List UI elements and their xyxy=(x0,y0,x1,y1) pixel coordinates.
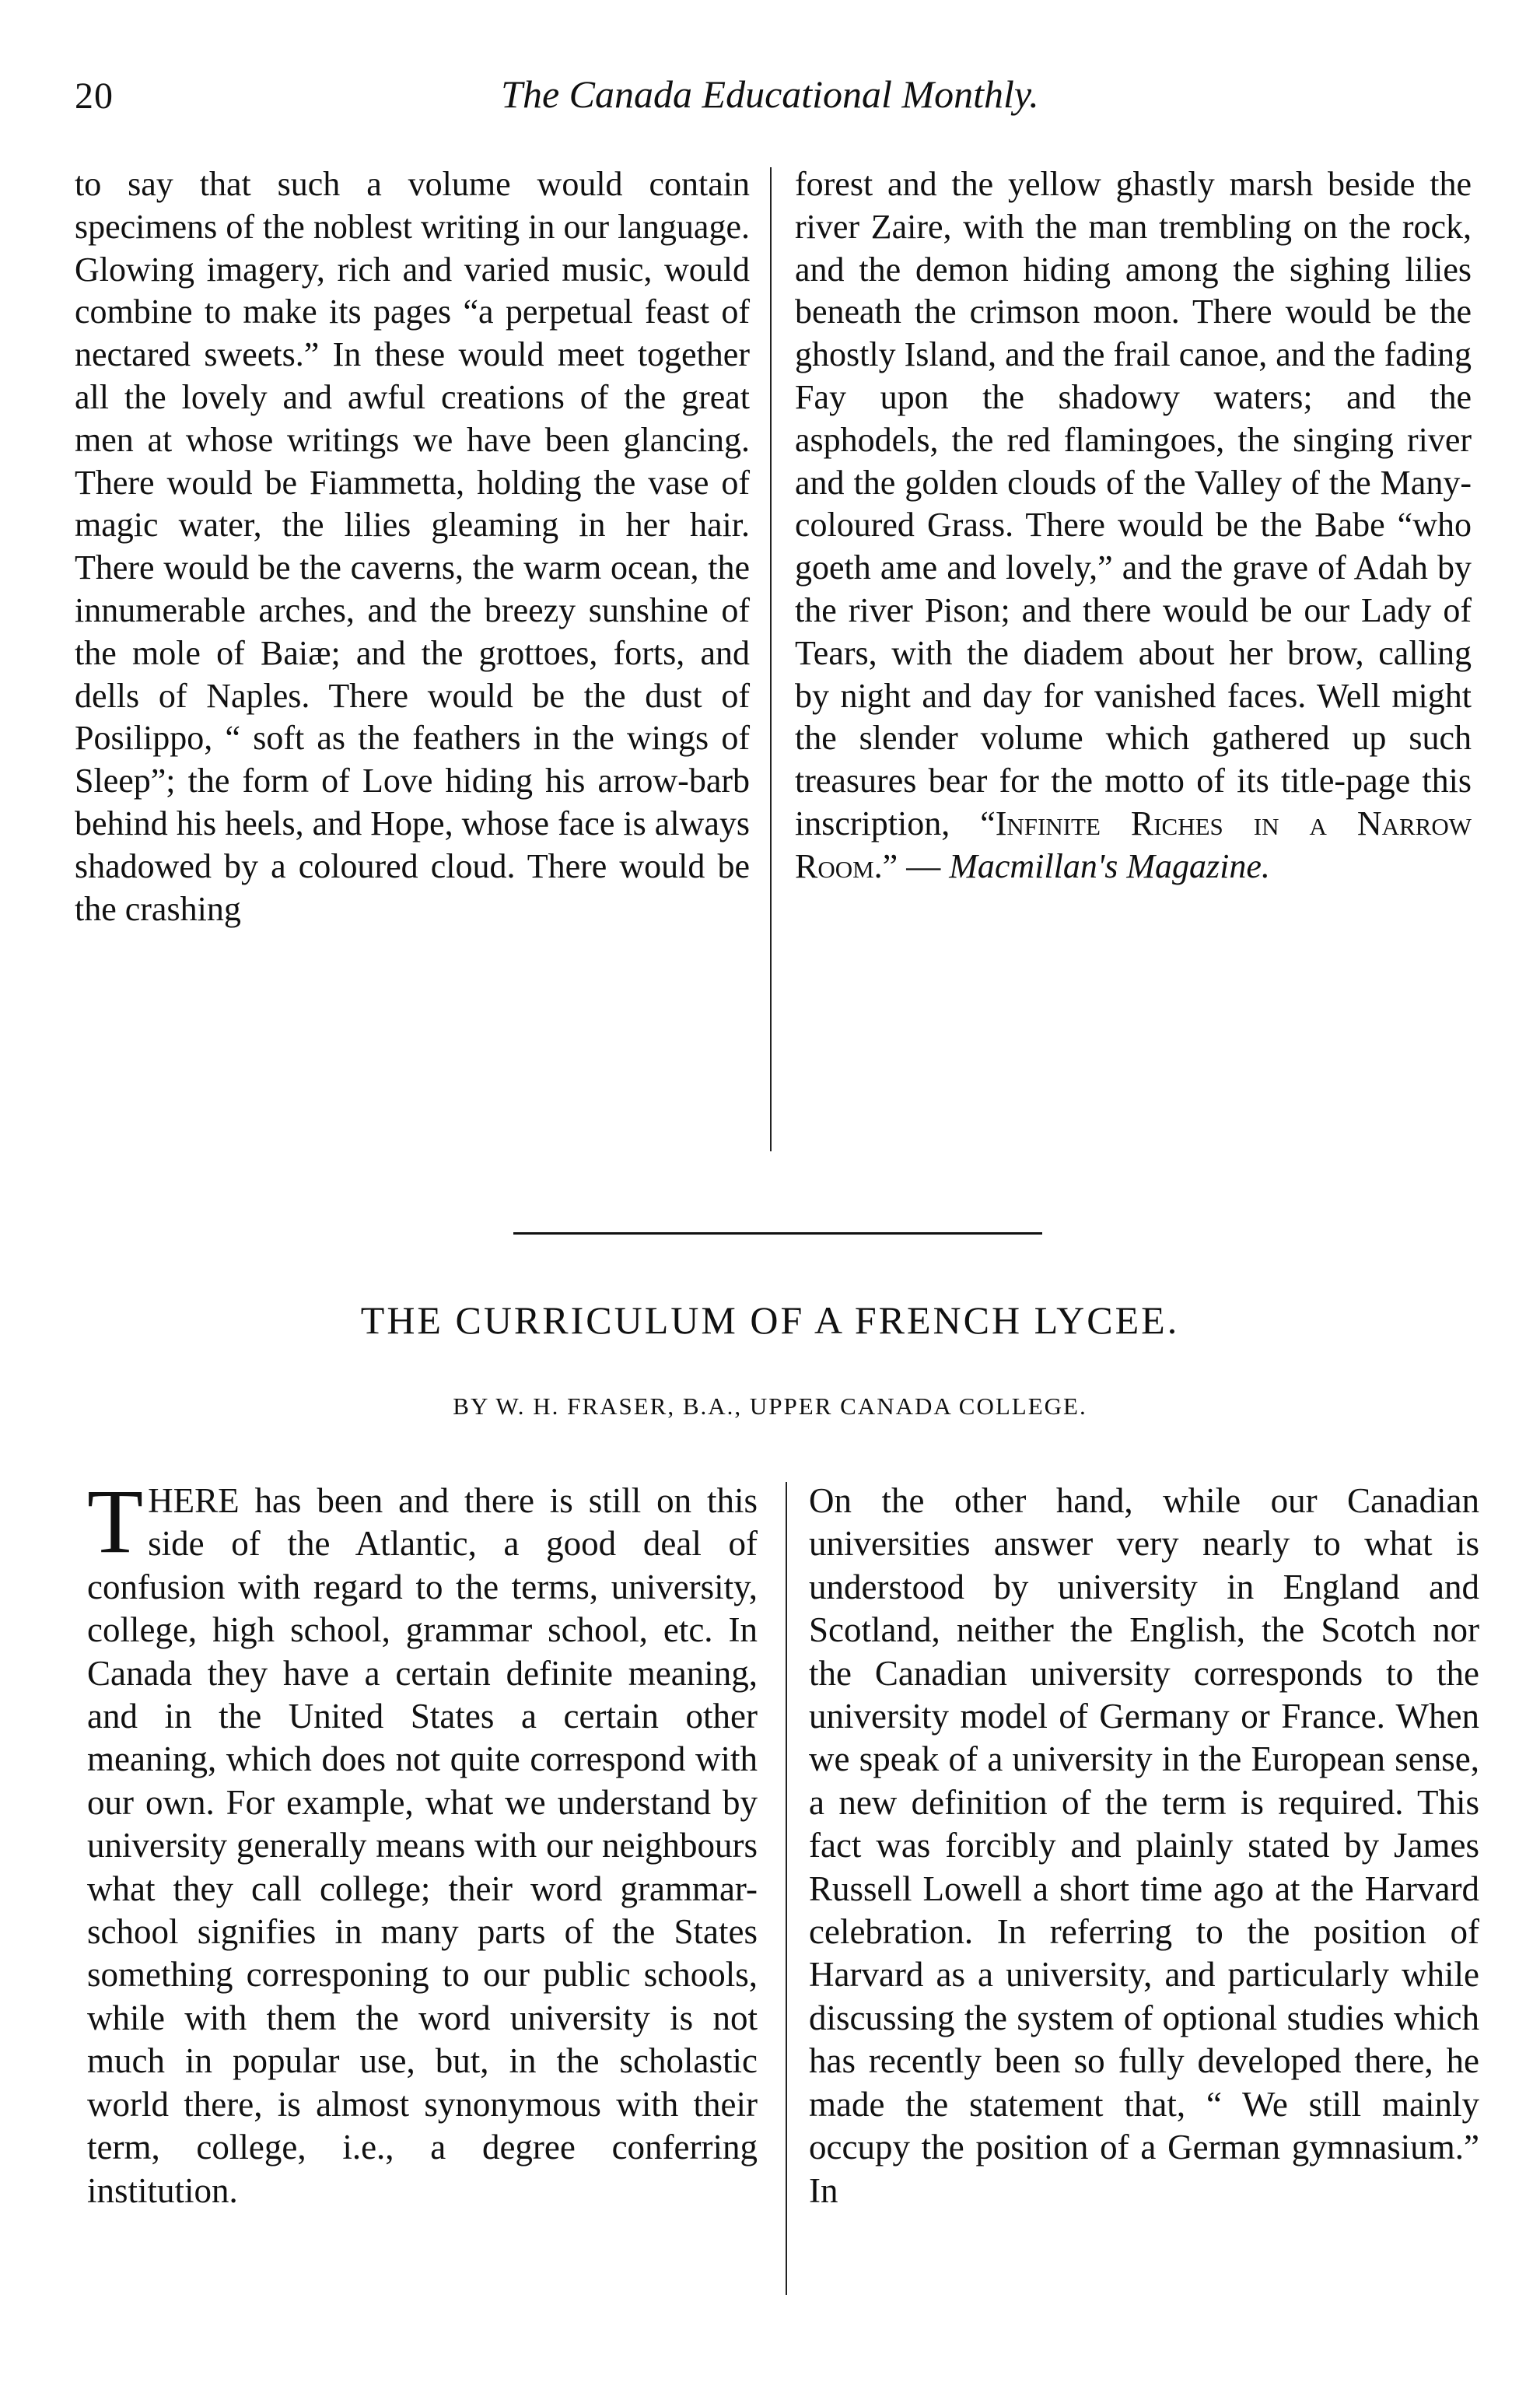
source-citation: Macmillan's Magazine. xyxy=(949,846,1270,885)
section-divider xyxy=(513,1232,1042,1235)
motto: “Infinite Riches in a Narrow Room.” xyxy=(795,804,1472,885)
article-text-1-body: HERE has been and there is still on this side of the Atlantic, a good deal of confusion with regard to the terms, university, college, high school, grammar school, etc. In Canada they have a certain definite meaning, and in the United States a certain other meaning, which does not quite correspond with our own. For example, what we understand by university generally means with our neighbours what they call college; their word grammar-school signifies in many parts of the States something corresponing to our public schools, while with them the word university is not much in popular use, but, in the scholastic world there, is almost synonymous with their term, college, i.e., a degree conferring institution. xyxy=(87,1481,758,2210)
previous-article-column-1 xyxy=(75,163,750,930)
article-text-2: On the other hand, while our Canadian universities answer very nearly to what is understood by university in England and Scotland, neither the English, the Scotch nor the Canadian university corresponds to the university model of Germany or France. When we speak of a university in the European sense, a new definition of the term is required. This fact was forcibly and plainly stated by James Russell Lowell a short time ago at the Harvard celebration. In referring to the position of Harvard as a university, and particularly while discussing the system of optional studies which has recently been so fully developed there, he made the statement that, “ We still mainly occupy the position of a German gymnasium.” In xyxy=(809,1481,1479,2210)
article-title: THE CURRICULUM OF A FRENCH LYCEE. xyxy=(360,1298,1180,1342)
column-divider-article xyxy=(786,1482,787,2295)
article-column-2 xyxy=(809,1480,1479,2212)
article-column-1 xyxy=(87,1470,758,2212)
dash: — xyxy=(898,846,950,885)
running-title: The Canada Educational Monthly. xyxy=(501,72,1039,116)
article-text-1 xyxy=(87,1470,758,2212)
previous-article-text-2 xyxy=(795,163,1472,888)
drop-cap: T xyxy=(87,1470,144,1572)
previous-article-column-2 xyxy=(795,163,1472,888)
previous-article-text-2-body: forest and the yellow ghastly marsh beside the river Zaire, with the man trembling on the rock, and the demon hiding among the sighing lilies beneath the crimson moon. There would be the ghostly Island, and the frail canoe, and the fading Fay upon the shadowy waters; and the asphodels, the red flamingoes, the singing river and the golden clouds of the Valley of the Many-coloured Grass. There would be the Babe “who goeth ame and lovely,” and the grave of Adah by the river Pison; and there would be our Lady of Tears, with the diadem about her brow, calling by night and day for vanished faces. Well might the slender volume which gathered up such treasures bear for the motto of its title-page this inscription, xyxy=(795,165,1472,842)
page-number: 20 xyxy=(75,75,114,117)
column-divider xyxy=(770,167,772,1151)
article-byline: BY W. H. FRASER, B.A., UPPER CANADA COLLEGE. xyxy=(453,1392,1087,1420)
previous-article-text-1: to say that such a volume would contain specimens of the noblest writing in our language. Glowing imagery, rich and varied music, would combine to make its pages “a perpetual feast of nectared sweets.” In these would meet together all the lovely and awful creations of the great men at whose writings we have been glancing. There would be Fiammetta, holding the vase of magic water, the lilies gleaming in her hair. There would be the caverns, the warm ocean, the innumerable arches, and the breezy sunshine of the mole of Baiæ; and the grottoes, forts, and dells of Naples. There would be the dust of Posilippo, “ soft as the feathers in the wings of Sleep”; the form of Love hiding his arrow-barb behind his heels, and Hope, whose face is always shadowed by a coloured cloud. There would be the crashing xyxy=(75,165,750,928)
